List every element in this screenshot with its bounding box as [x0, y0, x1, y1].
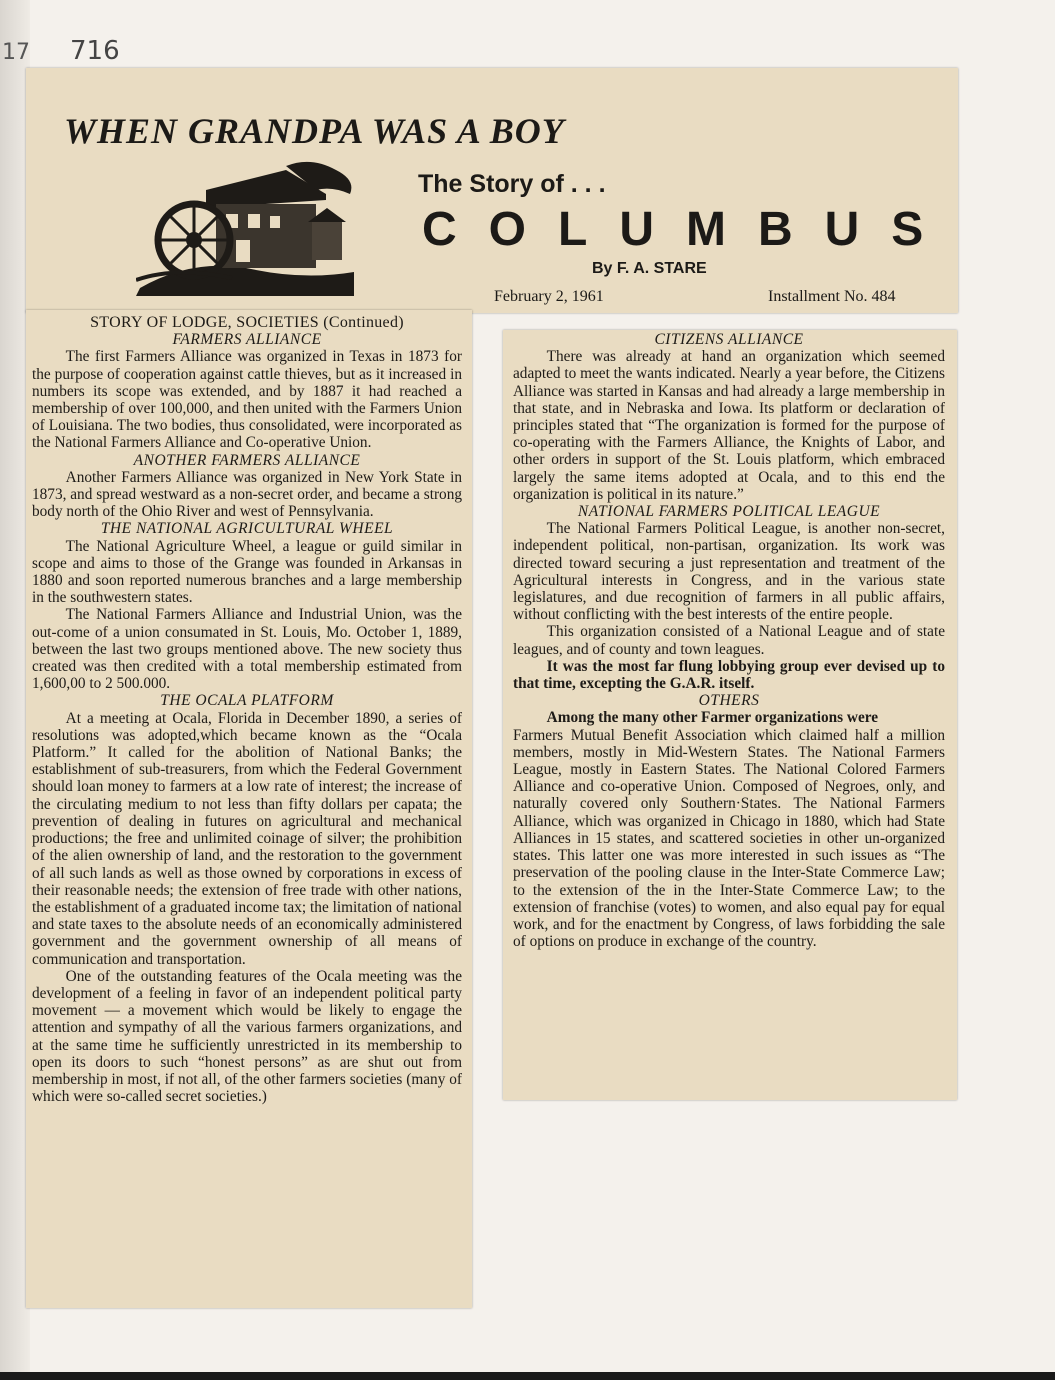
- section-heading: CITIZENS ALLIANCE: [654, 331, 804, 348]
- section-heading: FARMERS ALLIANCE: [172, 331, 322, 349]
- section-heading: OTHERS: [698, 692, 760, 710]
- section-heading: THE OCALA PLATFORM: [160, 692, 334, 710]
- right-article-column: [513, 331, 945, 950]
- paragraph: Another Farmers Alliance was organized in New York State in 1873, and spread westward as a non-secret order, and became a strong body north of the Ohio River and west of Pennsylvania.: [32, 468, 462, 521]
- left-article-column: [32, 314, 462, 1105]
- paragraph: At a meeting at Ocala, Florida in December 1890, a series of resolutions was adopted,which became known as the “Ocala Platform.” It called for the abolition of National Banks; the establishment of sub-treasurers, from which the Federal Government should loan money to farmers at a low rate of interest; the increase of the circulating medium to not less than fifty dollars per capata; the prevention of dealing in futures on agricultural and mechanical productions; the free and unlimited coinage of silver; the prohibition of the alien ownership of land, and the restoration to the government of all such lands as well as those owned by corporations in excess of their reasonable needs; the extension of free trade with other nations, the establishment of a graduated income tax; the limitation of national and state taxes to the absolute needs of an economically administered government and the government ownership of all means of communication and transportation.: [32, 709, 462, 968]
- paragraph: It was the most far flung lobbying group ever devised up to that time, excepting the G.A.R. itself.: [513, 657, 945, 693]
- watermill-illustration: [136, 160, 358, 296]
- section-heading: ANOTHER FARMERS ALLIANCE: [133, 451, 361, 469]
- paragraph: The National Farmers Political League, is another non-secret, independent political, non-partisan, organization. Its work was directed toward securing a just representation and treatment of the Agricultural interests in Congress, and in the various state legislatures, and due recognition of farmers in all public affairs, without conflicting with the best interests of the entire people.: [513, 520, 945, 624]
- paragraph: One of the outstanding features of the Ocala meeting was the development of a feeling in favor of an independent political party movement — a movement which would be likely to engage the attention and sympathy of all the various farmers organizations, and at the same time he sufficiently unrestricted in its membership to open its doors to such “honest persons” as are shut out from membership in most, if not all, of the other farmers societies (many of which were so-called secret societies.): [32, 967, 462, 1106]
- left-edge-page-number: 17: [2, 40, 30, 65]
- lead-paragraph: Among the many other Farmer organizations were: [546, 709, 879, 727]
- paragraph: The first Farmers Alliance was organized in Texas in 1873 for the purpose of cooperation against cattle thieves, but as it increased in numbers its scope was extended, and by 1887 it had reached a membership of over 100,000, and then united with the Farmers Union of Louisiana. The two bodies, thus consolidated, were incorporated as the National Farmers Alliance and Co-operative Union.: [32, 348, 462, 452]
- section-heading: THE NATIONAL AGRICULTURAL WHEEL: [100, 520, 394, 538]
- city-title: COLUMBUS: [422, 203, 956, 256]
- page-number: 716: [70, 36, 120, 66]
- story-of-label: The Story of . . .: [418, 170, 606, 198]
- paragraph: The National Farmers Alliance and Industrial Union, was the out-come of a union consumated in St. Louis, Mo. October 1, 1889, between the last two groups mentioned above. The new society thus created was then credited with a total membership estimated from 1,600,00 to 2 500.000.: [32, 606, 462, 693]
- byline: By F. A. STARE: [592, 260, 707, 277]
- paragraph: Farmers Mutual Benefit Association which claimed half a million members, mostly in Mid-Western States. The National Farmers League, mostly in Eastern States. The National Colored Farmers Alliance and co-operative Union. Composed of Negroes, only, and naturally covered only Southern·States. The National Farmers Alliance, which was organized in Chicago in 1880, which had State Alliances in 15 states, and scattered societies in other un-organized states. This latter one was more interested in such issues as “The preservation of the pooling clause in the Inter-State Commerce Law; to the extension of the in the Inter-State Commerce Law; to the extension of franchise (votes) to women, and also equal pay for equal work, and for the enactment by Congress, of laws forbidding the sale of options on produce in exchange of the country.: [513, 726, 945, 951]
- story-heading: STORY OF LODGE, SOCIETIES (Continued): [90, 314, 404, 331]
- section-heading: NATIONAL FARMERS POLITICAL LEAGUE: [577, 503, 881, 521]
- paragraph: There was already at hand an organization which seemed adapted to meet the wants indicated. Nearly a year before, the Citizens Alliance was started in Kansas and had already a large membership in that state, and in Nebraska and Iowa. Its platform or declaration of principles stated that “The organization is formed for the purpose of co-operating with the Farmers Alliance, the Knights of Labor, and other orders in support of the St. Louis platform, which embraced largely the same items adopted at Ocala, and to this end the organization is political in its nature.”: [513, 348, 945, 503]
- publication-date: February 2, 1961: [494, 288, 604, 305]
- column-title: WHEN GRANDPA WAS A BOY: [64, 111, 565, 151]
- paragraph: The National Agriculture Wheel, a league or guild similar in scope and aims to those of the Grange was founded in Arkansas in 1880 and soon reported numerous branches and a large membership in the southwestern states.: [32, 537, 462, 607]
- paragraph: This organization consisted of a National League and of state leagues, and of county and town leagues.: [513, 623, 945, 658]
- installment-number: Installment No. 484: [768, 288, 896, 305]
